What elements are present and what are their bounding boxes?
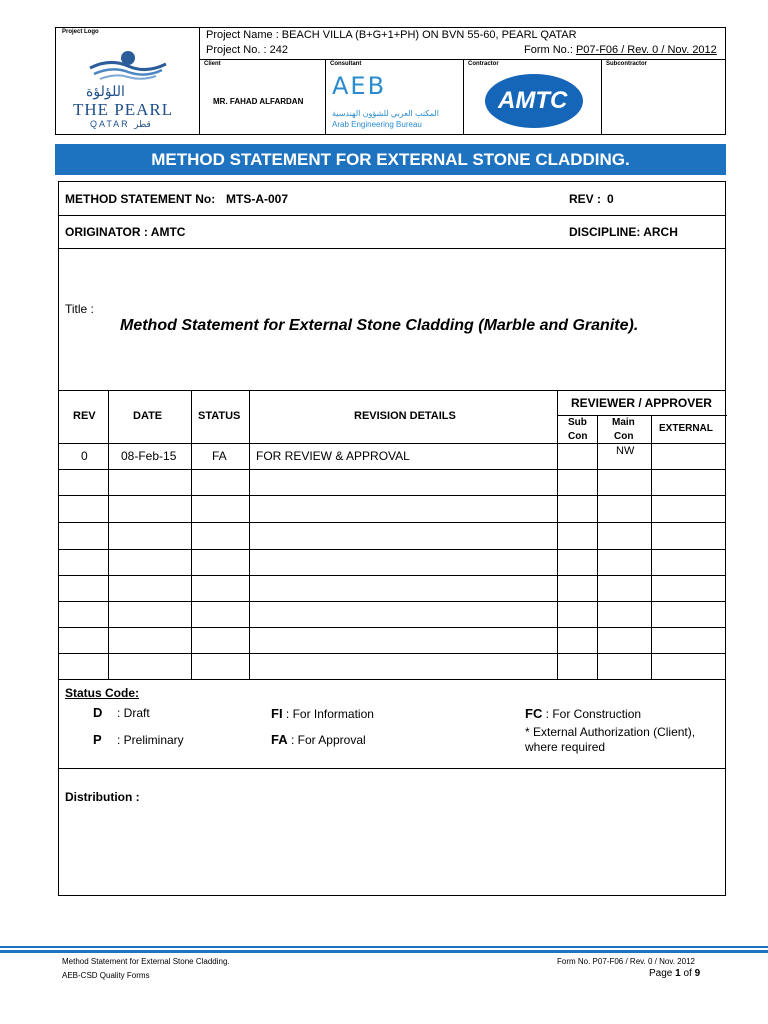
contractor-cell [464, 60, 602, 134]
consultant-cell [326, 60, 464, 134]
title-bar: METHOD STATEMENT FOR EXTERNAL STONE CLADDING. [55, 144, 726, 175]
col-date: DATE [133, 410, 163, 422]
client-cell [200, 60, 326, 134]
divider [59, 575, 725, 576]
divider [59, 390, 725, 391]
originator: ORIGINATOR : AMTC [65, 225, 186, 239]
logo-sub: QATAR قطر [90, 119, 151, 129]
project-info [200, 28, 725, 60]
footer-form-no: Form No. P07-F06 / Rev. 0 / Nov. 2012 [557, 957, 695, 966]
divider [59, 248, 725, 249]
subcontractor-label: Subcontractor [606, 61, 648, 67]
aeb-logo: AEB [332, 72, 387, 100]
code-fc: FC : For Construction [525, 706, 642, 721]
code-ext-line2: where required [525, 740, 606, 754]
divider [59, 601, 725, 602]
logo-label: Project Logo [62, 29, 99, 35]
amtc-logo: AMTC [498, 87, 568, 114]
footer-rule [0, 946, 768, 948]
divider [59, 653, 725, 654]
consultant-arabic: المكتب العربي للشؤون الهندسية [332, 109, 439, 118]
divider [59, 768, 725, 769]
code-d-key: D [93, 705, 103, 720]
divider [59, 549, 725, 550]
footer-rule [0, 950, 768, 953]
row-date: 08-Feb-15 [121, 449, 177, 463]
col-main-con-1: Main [612, 417, 635, 428]
project-header [55, 27, 726, 135]
logo-arabic: اللؤلؤة [86, 84, 125, 100]
col-sub-con-1: Sub [568, 417, 587, 428]
col-reviewer: REVIEWER / APPROVER [571, 396, 712, 410]
method-statement-form [58, 181, 726, 896]
col-rev: REV [73, 410, 96, 422]
ms-no-value: MTS-A-007 [226, 192, 289, 206]
title-value: Method Statement for External Stone Cladding (Marble and Granite). [120, 317, 639, 334]
divider [557, 390, 558, 679]
code-fa: FA : For Approval [271, 732, 366, 747]
code-p-val: : Preliminary [117, 733, 184, 747]
row-status: FA [212, 449, 227, 463]
contractor-label: Contractor [468, 61, 499, 67]
project-name: Project Name : BEACH VILLA (B+G+1+PH) ON BVN 55-60, PEARL QATAR [206, 29, 577, 41]
divider [59, 215, 725, 216]
code-p-key: P [93, 732, 102, 747]
logo-cell [56, 28, 200, 134]
rev-label: REV : [569, 192, 602, 206]
code-fi: FI : For Information [271, 706, 374, 721]
footer-forms: AEB-CSD Quality Forms [62, 971, 150, 980]
client-label: Client [204, 61, 221, 67]
col-external: EXTERNAL [659, 423, 713, 434]
title-label: Title : [65, 302, 94, 316]
consultant-name: Arab Engineering Bureau [332, 120, 422, 129]
row-details: FOR REVIEW & APPROVAL [256, 449, 410, 463]
table-row [59, 443, 727, 469]
pearl-waves-icon [86, 48, 170, 82]
consultant-label: Consultant [330, 61, 362, 67]
client-name: MR. FAHAD ALFARDAN [213, 97, 304, 106]
divider [108, 390, 109, 679]
row-rev: 0 [81, 449, 88, 463]
col-sub-con-2: Con [568, 431, 588, 442]
ms-no-label: METHOD STATEMENT No: [65, 192, 216, 206]
discipline: DISCIPLINE: ARCH [569, 225, 678, 239]
code-ext-line1: * External Authorization (Client), [525, 725, 696, 739]
divider [59, 469, 725, 470]
divider [557, 415, 727, 416]
project-no: Project No. : 242 [206, 44, 288, 56]
divider [191, 390, 192, 679]
form-no: Form No.: P07-F06 / Rev. 0 / Nov. 2012 [524, 44, 717, 56]
page-number: Page 1 of 9 [649, 968, 701, 979]
subcontractor-cell [602, 60, 725, 134]
rev-value: 0 [607, 192, 614, 206]
divider [59, 679, 725, 680]
status-code-label: Status Code: [65, 686, 140, 700]
footer-doc-title: Method Statement for External Stone Cladding. [62, 957, 230, 966]
divider [59, 495, 725, 496]
col-status: STATUS [198, 410, 241, 422]
divider [59, 627, 725, 628]
logo-name: THE PEARL [73, 100, 174, 119]
col-details: REVISION DETAILS [354, 410, 456, 422]
distribution-label: Distribution : [65, 790, 140, 804]
col-main-con-2: Con [614, 431, 634, 442]
divider [249, 390, 250, 679]
code-d-val: : Draft [117, 706, 150, 720]
divider [59, 522, 725, 523]
row-main-con: NW [616, 445, 635, 457]
